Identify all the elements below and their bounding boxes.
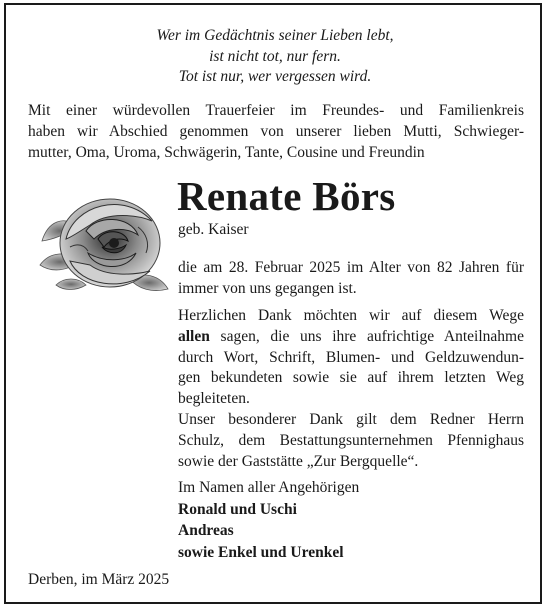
thanks-line: gen bekundeten sowie sie auf ihrem letzten Weg bbox=[178, 369, 524, 387]
signature-block bbox=[178, 477, 359, 563]
birth-name: geb. Kaiser bbox=[178, 221, 249, 238]
rose-icon bbox=[34, 181, 174, 301]
signature-name: sowie Enkel und Urenkel bbox=[178, 543, 344, 561]
intro-line: Mit einer würdevollen Trauerfeier im Freundes- und Familienkreis bbox=[28, 102, 524, 119]
poem-line: Tot ist nur, wer vergessen wird. bbox=[178, 68, 372, 85]
thanks-line-rest: sagen, die uns ihre aufrichtige Anteilnahme bbox=[209, 327, 524, 345]
place-date: Derben, im März 2025 bbox=[28, 571, 170, 588]
signature-name: Andreas bbox=[178, 522, 234, 539]
obituary-frame bbox=[4, 3, 542, 604]
intro-line: mutter, Oma, Uroma, Schwägerin, Tante, Cousine und Freundin bbox=[28, 144, 425, 161]
thanks-line bbox=[178, 327, 524, 348]
death-notice-line: die am 28. Februar 2025 im Alter von 82 Jahren für bbox=[178, 259, 524, 276]
thanks-line: durch Wort, Schrift, Blumen- und Geldzuwendun- bbox=[178, 348, 524, 366]
signature-name: Ronald und Uschi bbox=[178, 500, 297, 518]
poem-line: ist nicht tot, nur fern. bbox=[209, 47, 341, 65]
thanks-line: Herzlichen Dank möchten wir auf diesem Wege bbox=[178, 307, 524, 324]
death-notice-line: immer von uns gegangen ist. bbox=[178, 279, 357, 297]
thanks-emphasis: allen bbox=[178, 327, 210, 345]
memorial-poem bbox=[6, 26, 544, 88]
thanks-line: begleiteten. bbox=[178, 390, 250, 408]
thanks-paragraph bbox=[178, 306, 524, 472]
death-notice bbox=[178, 258, 524, 300]
intro-paragraph bbox=[28, 100, 524, 163]
deceased-name: Renate Börs bbox=[177, 173, 396, 219]
poem-line: Wer im Gedächtnis seiner Lieben lebt, bbox=[156, 27, 394, 44]
thanks-line: Unser besonderer Dank gilt dem Redner Herrn bbox=[178, 410, 524, 428]
intro-line: haben wir Abschied genommen von unserer lieben Mutti, Schwieger- bbox=[28, 123, 524, 140]
thanks-line: sowie der Gaststätte „Zur Bergquelle“. bbox=[178, 452, 419, 470]
thanks-line: Schulz, dem Bestattungsunternehmen Pfennighaus bbox=[178, 431, 524, 449]
signature-intro: Im Namen aller Angehörigen bbox=[178, 479, 360, 496]
